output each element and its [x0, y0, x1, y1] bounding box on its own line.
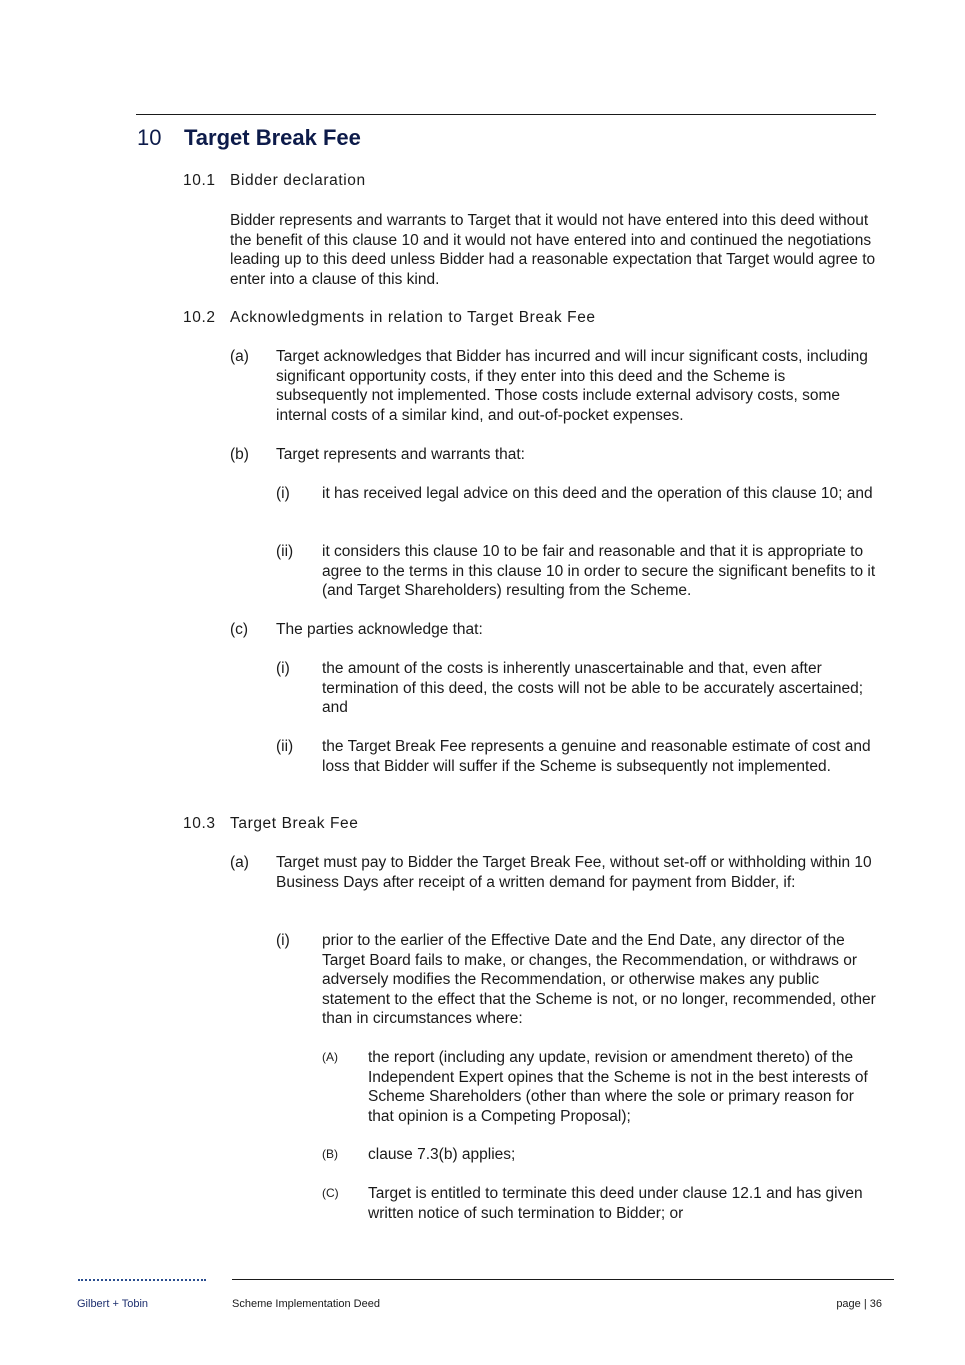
item-label-10-2-b-ii: (ii) — [276, 543, 294, 560]
item-text-10-2-b-i: it has received legal advice on this deed and the operation of this clause 10; and — [322, 485, 873, 502]
item-text-10-2-c-i: the amount of the costs is inherently unascertainable and that, even after termination of this deed, the costs will not be able to be accurately ascertained; and — [322, 660, 864, 716]
item-label-10-2-c-ii: (ii) — [276, 738, 294, 755]
subclause-title: Target Break Fee — [230, 815, 359, 832]
item-text-10-2-a: Target acknowledges that Bidder has incurred and will incur significant costs, including significant opportunity costs, if they enter into this deed and the Scheme is subsequently not implemented. Those costs include external advisory costs, some internal costs of a similar kind, and out-of-pocket expenses. — [276, 348, 868, 424]
footer-firm-name: Gilbert + Tobin — [77, 1298, 149, 1310]
subclause-title: Acknowledgments in relation to Target Break Fee — [230, 309, 596, 326]
clause-number: 10 — [137, 125, 162, 150]
item-label-10-2-b: (b) — [230, 446, 249, 463]
subclause-number: 10.1 — [183, 172, 216, 189]
clause-title: Target Break Fee — [184, 125, 361, 150]
item-label-10-3-a-i-C: (C) — [322, 1186, 339, 1200]
item-label-10-3-a: (a) — [230, 854, 249, 871]
item-label-10-2-c-i: (i) — [276, 660, 290, 677]
paragraph-10-1: Bidder represents and warrants to Target that it would not have entered into this deed without the benefit of this clause 10 and it would not have entered into and continued the negotiations leading up to this deed unless Bidder had a reasonable expectation that Target would agree to enter into a clause of this kind. — [230, 212, 876, 288]
item-text-10-3-a-i-B: clause 7.3(b) applies; — [368, 1146, 516, 1163]
footer-dotted-rule — [78, 1279, 206, 1281]
subclause-number: 10.2 — [183, 309, 216, 326]
item-text-10-3-a-i-A: the report (including any update, revision or amendment thereto) of the Independent Expert opines that the Scheme is not in the best interests of Scheme Shareholders (other than where the sole or primary reason for that opinion is a Competing Proposal); — [368, 1049, 868, 1125]
item-label-10-3-a-i-B: (B) — [322, 1147, 338, 1161]
item-text-10-2-b-ii: it considers this clause 10 to be fair and reasonable and that it is appropriate to agree to the terms in this clause 10 in order to secure the significant benefits to it (and Target Shareholders) resulting from the Scheme. — [322, 543, 876, 599]
item-label-10-3-a-i: (i) — [276, 932, 290, 949]
subclause-number: 10.3 — [183, 815, 216, 832]
item-label-10-2-b-i: (i) — [276, 485, 290, 502]
footer-rule — [232, 1279, 894, 1280]
footer-document-title: Scheme Implementation Deed — [232, 1298, 380, 1310]
item-text-10-3-a-i: prior to the earlier of the Effective Date and the End Date, any director of the Target Board fails to make, or changes, the Recommendation, or withdraws or adversely modifies the Recommendation, or otherwise makes any public statement to the effect that the Scheme is not, or no longer, recommended, other than in circumstances where: — [322, 932, 876, 1027]
footer-page-number: page | 36 — [836, 1298, 882, 1310]
item-text-10-3-a: Target must pay to Bidder the Target Break Fee, without set-off or withholding within 10 Business Days after receipt of a written demand for payment from Bidder, if: — [276, 854, 872, 891]
item-text-10-3-a-i-C: Target is entitled to terminate this deed under clause 12.1 and has given written notice of such termination to Bidder; or — [368, 1185, 863, 1222]
item-text-10-2-b: Target represents and warrants that: — [276, 446, 525, 463]
top-rule — [136, 114, 876, 115]
item-label-10-2-a: (a) — [230, 348, 249, 365]
item-text-10-2-c-ii: the Target Break Fee represents a genuine and reasonable estimate of cost and loss that Bidder will suffer if the Scheme is subsequently not implemented. — [322, 738, 871, 775]
subclause-title: Bidder declaration — [230, 172, 366, 189]
item-label-10-2-c: (c) — [230, 621, 249, 638]
item-label-10-3-a-i-A: (A) — [322, 1050, 338, 1064]
item-text-10-2-c: The parties acknowledge that: — [276, 621, 483, 638]
